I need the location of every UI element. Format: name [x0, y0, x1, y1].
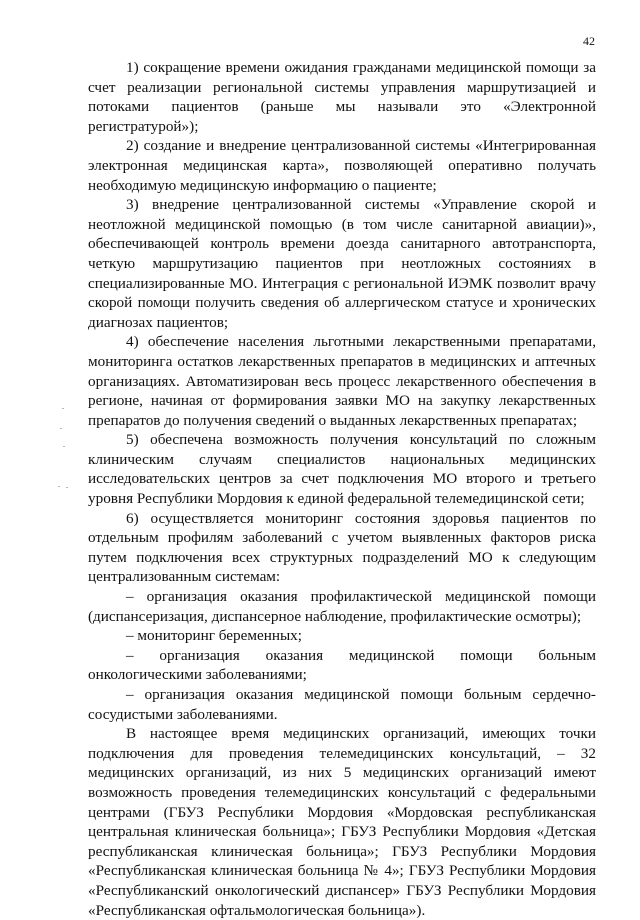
scan-speck: [58, 486, 60, 487]
bullet-item-1: – организация оказания профилактической медицинской помощи (диспансеризация, диспансерное наблюдение, профилактические осмотры);: [88, 588, 596, 625]
bullet-item-2: – мониторинг беременных;: [126, 627, 302, 645]
page-number: 42: [583, 34, 595, 48]
closing-paragraph: В настоящее время медицинских организаций, имеющих точки подключения для проведения телемедицинских консультаций, – 32 медицинских организаций, из них 5 медицинских организаций имеют возможность проведения телемедицинских консультаций с федеральными центрами (ГБУЗ Республики Мордовия «Мордовская республиканская центральная клиническая больница»; ГБУЗ Республики Мордовия «Детская республиканская клиническая больница»; ГБУЗ Республики Мордовия «Республиканская клиническая больница № 4»; ГБУЗ Республики Мордовия «Республиканский онкологический диспансер» ГБУЗ Республики Мордовия «Республиканская офтальмологическая больница»).: [88, 725, 596, 919]
bullet-item-4: – организация оказания медицинской помощи больным сердечно-сосудистыми заболеваниями.: [88, 686, 596, 723]
list-item-6: 6) осуществляется мониторинг состояния здоровья пациентов по отдельным профилям заболеваний с учетом выявленных факторов риска путем подключения всех структурных подразделений МО к следующим централизованным системам:: [88, 509, 596, 586]
scan-speck: [66, 487, 68, 488]
list-item-5: 5) обеспечена возможность получения консультаций по сложным клиническим случаям специалистов национальных медицинских исследовательских центров за счет подключения МО второго и третьего уровня Республики Мордовия к единой федеральной телемедицинской сети;: [88, 431, 596, 508]
list-item-4: 4) обеспечение населения льготными лекарственными препаратами, мониторинга остатков лекарственных препаратов в медицинских и аптечных организациях. Автоматизирован весь процесс лекарственного обеспечения в регионе, начиная от формирования заявки МО на закупку лекарственных препаратов до получения сведений о выданных лекарственных препаратах;: [88, 333, 596, 429]
list-item-2: 2) создание и внедрение централизованной системы «Интегрированная электронная медицинская карта», позволяющей оперативно получать необходимую медицинскую информацию о пациенте;: [88, 137, 596, 194]
list-item-1: 1) сокращение времени ожидания гражданами медицинской помощи за счет реализации региональной системы управления маршрутизацией и потоками пациентов (раньше мы называли это «Электронной регистратурой»);: [88, 59, 596, 135]
list-item-3: 3) внедрение централизованной системы «Управление скорой и неотложной медицинской помощью (в том числе санитарной авиации)», обеспечивающей контроль времени доезда санитарного автотранспорта, четкую маршрутизацию пациентов при неотложных состояниях в специализированные МО. Интеграция с региональной ИЭМК позволит врачу скорой помощи получить сведения об аллергическом статусе и хронических диагнозах пациентов;: [88, 196, 596, 331]
scan-speck: [63, 446, 65, 447]
scan-speck: [60, 428, 62, 429]
bullet-item-3: – организация оказания медицинской помощи больным онкологическими заболеваниями;: [88, 646, 596, 684]
document-body: [88, 58, 596, 920]
scan-speck: [62, 408, 64, 409]
